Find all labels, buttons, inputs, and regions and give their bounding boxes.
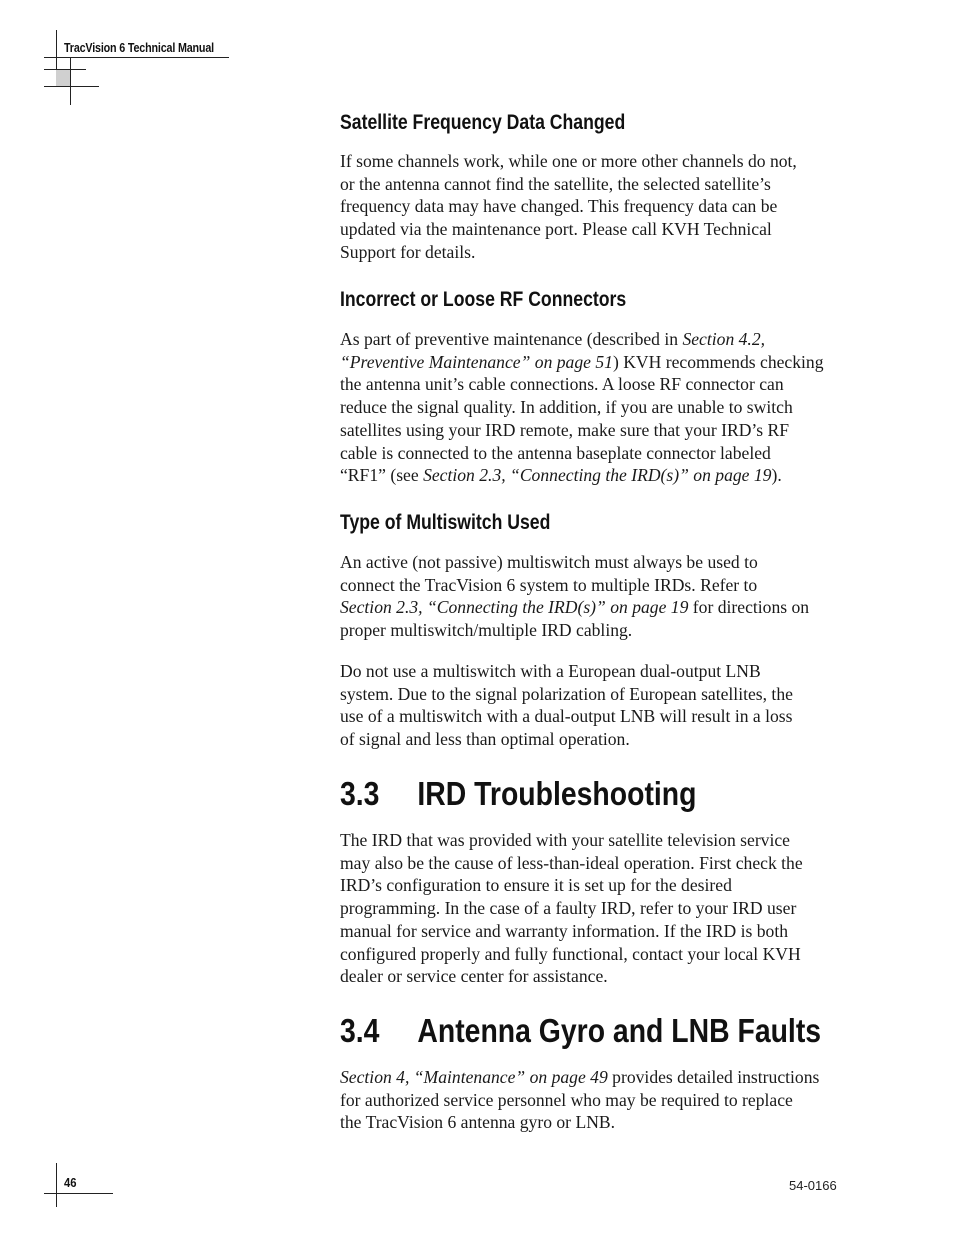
text-line: satellites using your IRD remote, make sure that your IRD’s RF bbox=[340, 419, 790, 440]
text-line: dealer or service center for assistance. bbox=[340, 966, 608, 987]
page-number: 46 bbox=[64, 1176, 77, 1190]
text-line bbox=[340, 351, 840, 374]
paragraph-multiswitch-2 bbox=[340, 660, 840, 751]
text-line: updated via the maintenance port. Please call KVH Technical bbox=[340, 219, 772, 240]
text-line: manual for service and warranty information. If the IRD is both bbox=[340, 920, 789, 941]
heading-satellite-frequency: Satellite Frequency Data Changed bbox=[340, 111, 626, 134]
cross-reference-link[interactable]: “Preventive Maintenance” on page 51 bbox=[340, 351, 613, 372]
text-line: An active (not passive) multiswitch must always be used to bbox=[340, 552, 758, 572]
text-line bbox=[340, 328, 840, 351]
text-line: for authorized service personnel who may be required to replace bbox=[340, 1089, 793, 1110]
text-line: Do not use a multiswitch with a European dual-output LNB bbox=[340, 661, 761, 681]
text-line: or the antenna cannot find the satellite, the selected satellite’s bbox=[340, 173, 771, 194]
text-run: provides detailed instructions bbox=[607, 1067, 820, 1087]
text-line: the antenna unit’s cable connections. A loose RF connector can bbox=[340, 374, 784, 395]
text-run: ). bbox=[771, 465, 782, 486]
text-line: of signal and less than optimal operation. bbox=[340, 729, 630, 750]
text-line: IRD’s configuration to ensure it is set up for the desired bbox=[340, 875, 732, 896]
crop-mark bbox=[70, 57, 71, 105]
text-line bbox=[340, 596, 840, 619]
text-line: frequency data may have changed. This frequency data can be bbox=[340, 196, 778, 217]
crop-mark bbox=[44, 57, 229, 58]
section-heading-antenna-gyro bbox=[340, 1012, 821, 1050]
paragraph-multiswitch-1 bbox=[340, 551, 840, 642]
text-line: connect the TracVision 6 system to multiple IRDs. Refer to bbox=[340, 574, 758, 595]
text-line: proper multiswitch/multiple IRD cabling. bbox=[340, 620, 633, 641]
heading-multiswitch: Type of Multiswitch Used bbox=[340, 511, 551, 534]
cross-reference-link[interactable]: Section 4, “Maintenance” on page 49 bbox=[340, 1067, 608, 1087]
text-line: configured properly and fully functional, contact your local KVH bbox=[340, 943, 801, 964]
text-line: may also be the cause of less-than-ideal operation. First check the bbox=[340, 852, 803, 873]
section-heading-ird-troubleshooting bbox=[340, 775, 696, 813]
text-line bbox=[340, 464, 840, 487]
text-run: for directions on bbox=[688, 597, 810, 618]
section-number: 3.3 bbox=[340, 775, 380, 812]
paragraph-ird bbox=[340, 829, 840, 988]
section-title: Antenna Gyro and LNB Faults bbox=[417, 1012, 822, 1049]
paragraph-rf-connectors bbox=[340, 328, 840, 487]
document-number: 54-0166 bbox=[789, 1178, 837, 1193]
crop-mark bbox=[44, 69, 86, 70]
text-run: As part of preventive maintenance (described in bbox=[340, 329, 683, 349]
section-number: 3.4 bbox=[340, 1012, 380, 1049]
section-title: IRD Troubleshooting bbox=[417, 775, 697, 812]
paragraph-satellite-frequency bbox=[340, 150, 840, 264]
registration-box bbox=[56, 69, 70, 86]
crop-mark bbox=[44, 86, 99, 87]
crop-mark bbox=[44, 1193, 113, 1194]
text-line: cable is connected to the antenna baseplate connector labeled bbox=[340, 442, 771, 463]
text-line: use of a multiswitch with a dual-output LNB will result in a loss bbox=[340, 706, 793, 727]
text-line: Support for details. bbox=[340, 241, 476, 262]
text-line: If some channels work, while one or more other channels do not, bbox=[340, 151, 797, 171]
running-header: TracVision 6 Technical Manual bbox=[64, 41, 214, 55]
cross-reference-link[interactable]: Section 4.2, bbox=[682, 329, 766, 349]
text-run: ) KVH recommends checking bbox=[612, 351, 824, 372]
text-line bbox=[340, 1066, 840, 1089]
text-run: “RF1” (see bbox=[340, 465, 424, 486]
text-line: system. Due to the signal polarization of European satellites, the bbox=[340, 683, 793, 704]
cross-reference-link[interactable]: Section 2.3, “Connecting the IRD(s)” on page 19 bbox=[423, 465, 772, 486]
crop-mark bbox=[56, 1163, 57, 1207]
cross-reference-link[interactable]: Section 2.3, “Connecting the IRD(s)” on page 19 bbox=[340, 597, 689, 618]
text-line: the TracVision 6 antenna gyro or LNB. bbox=[340, 1112, 616, 1133]
text-line: programming. In the case of a faulty IRD, refer to your IRD user bbox=[340, 898, 797, 919]
paragraph-antenna-gyro bbox=[340, 1066, 840, 1134]
text-line: The IRD that was provided with your satellite television service bbox=[340, 830, 790, 850]
text-line: reduce the signal quality. In addition, if you are unable to switch bbox=[340, 397, 793, 418]
heading-rf-connectors: Incorrect or Loose RF Connectors bbox=[340, 288, 627, 311]
